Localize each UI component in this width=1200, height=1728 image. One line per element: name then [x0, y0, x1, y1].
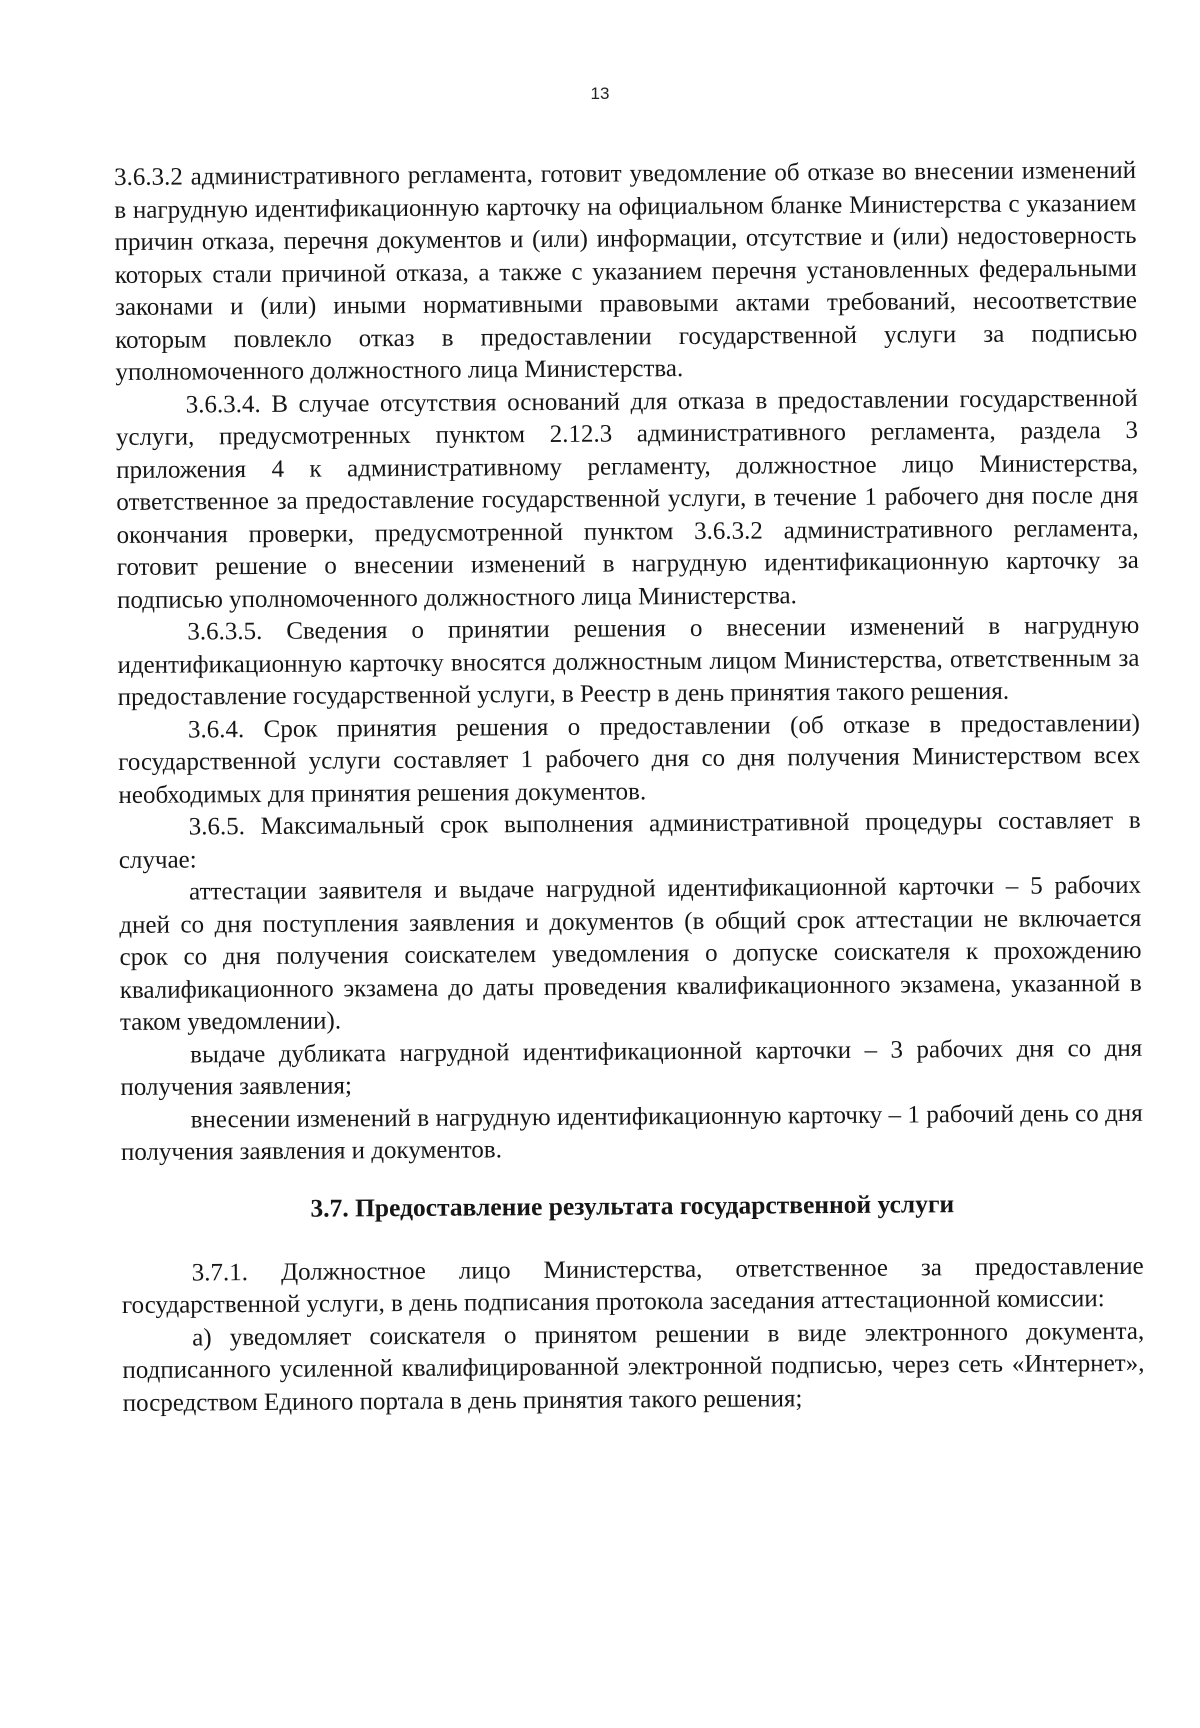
list-item-duplicate: выдаче дубликата нагрудной идентификационной карточки – 3 рабочих дня со дня получения заявления;	[120, 1034, 1143, 1101]
paragraph-3-7-1: 3.7.1. Должностное лицо Министерства, ответственное за предоставление государственной услуги, в день подписания протокола заседания аттестационной комиссии:	[121, 1252, 1144, 1319]
section-heading-3-7: 3.7. Предоставление результата государственной услуги	[310, 1188, 955, 1223]
paragraph-3-6-3-5: 3.6.3.5. Сведения о принятии решения о внесении изменений в нагрудную идентификационную карточку вносятся должностным лицом Министерства, ответственным за предоставление государственной услуги, в Реестр в день принятия такого решения.	[117, 611, 1140, 711]
paragraph-3-6-3-4: 3.6.3.4. В случае отсутствия оснований для отказа в предоставлении государственной услуги, предусмотренных пунктом 2.12.3 административного регламента, раздела 3 приложения 4 к административному регламенту, должностное лицо Министерства, ответственное за предоставление государственной услуги, в течение 1 рабочего дня после дня окончания проверки, предусмотренной пунктом 3.6.3.2 административного регламента, готовит решение о внесении изменений в нагрудную идентификационную карточку за подписью уполномоченного должностного лица Министерства.	[115, 384, 1139, 614]
paragraph-3-6-5: 3.6.5. Максимальный срок выполнения административной процедуры составляет в случае:	[118, 806, 1141, 874]
paragraph-3-6-4: 3.6.4. Срок принятия решения о предоставлении (об отказе в предоставлении) государственной услуги составляет 1 рабочего дня со дня получения Министерством всех необходимых для принятия решения документов.	[118, 709, 1141, 809]
paragraph-3-6-3-2-continuation: 3.6.3.2 административного регламента, готовит уведомление об отказе во внесении изменений в нагрудную идентификационную карточку на официальном бланке Министерства с указанием причин отказа, перечня документов и (или) информации, отсутствие и (или) недостоверность которых стали причиной отказа, а также с указанием перечня установленных федеральными законами и (или) иными нормативными правовыми актами требований, несоответствие которым повлекло отказ в предоставлении государственной услуги за подписью уполномоченного должностного лица Министерства.	[114, 156, 1138, 386]
list-item-changes: внесении изменений в нагрудную идентификационную карточку – 1 рабочий день со дня получения заявления и документов.	[120, 1099, 1143, 1166]
list-item-a-notify: а) уведомляет соискателя о принятом решении в виде электронного документа, подписанного усиленной квалифицированной электронной подписью, через сеть «Интернет», посредством Единого портала в день принятия такого решения;	[122, 1317, 1145, 1417]
document-body	[114, 155, 1145, 1420]
page-number: 13	[590, 84, 610, 103]
list-item-attestation: аттестации заявителя и выдаче нагрудной идентификационной карточки – 5 рабочих дней со дня поступления заявления и документов (в общий срок аттестации не включается срок со дня получения соискателем уведомления о допуске соискателя к прохождению квалификационного экзамена до даты проведения квалификационного экзамена, указанной в таком уведомлении).	[119, 871, 1142, 1036]
